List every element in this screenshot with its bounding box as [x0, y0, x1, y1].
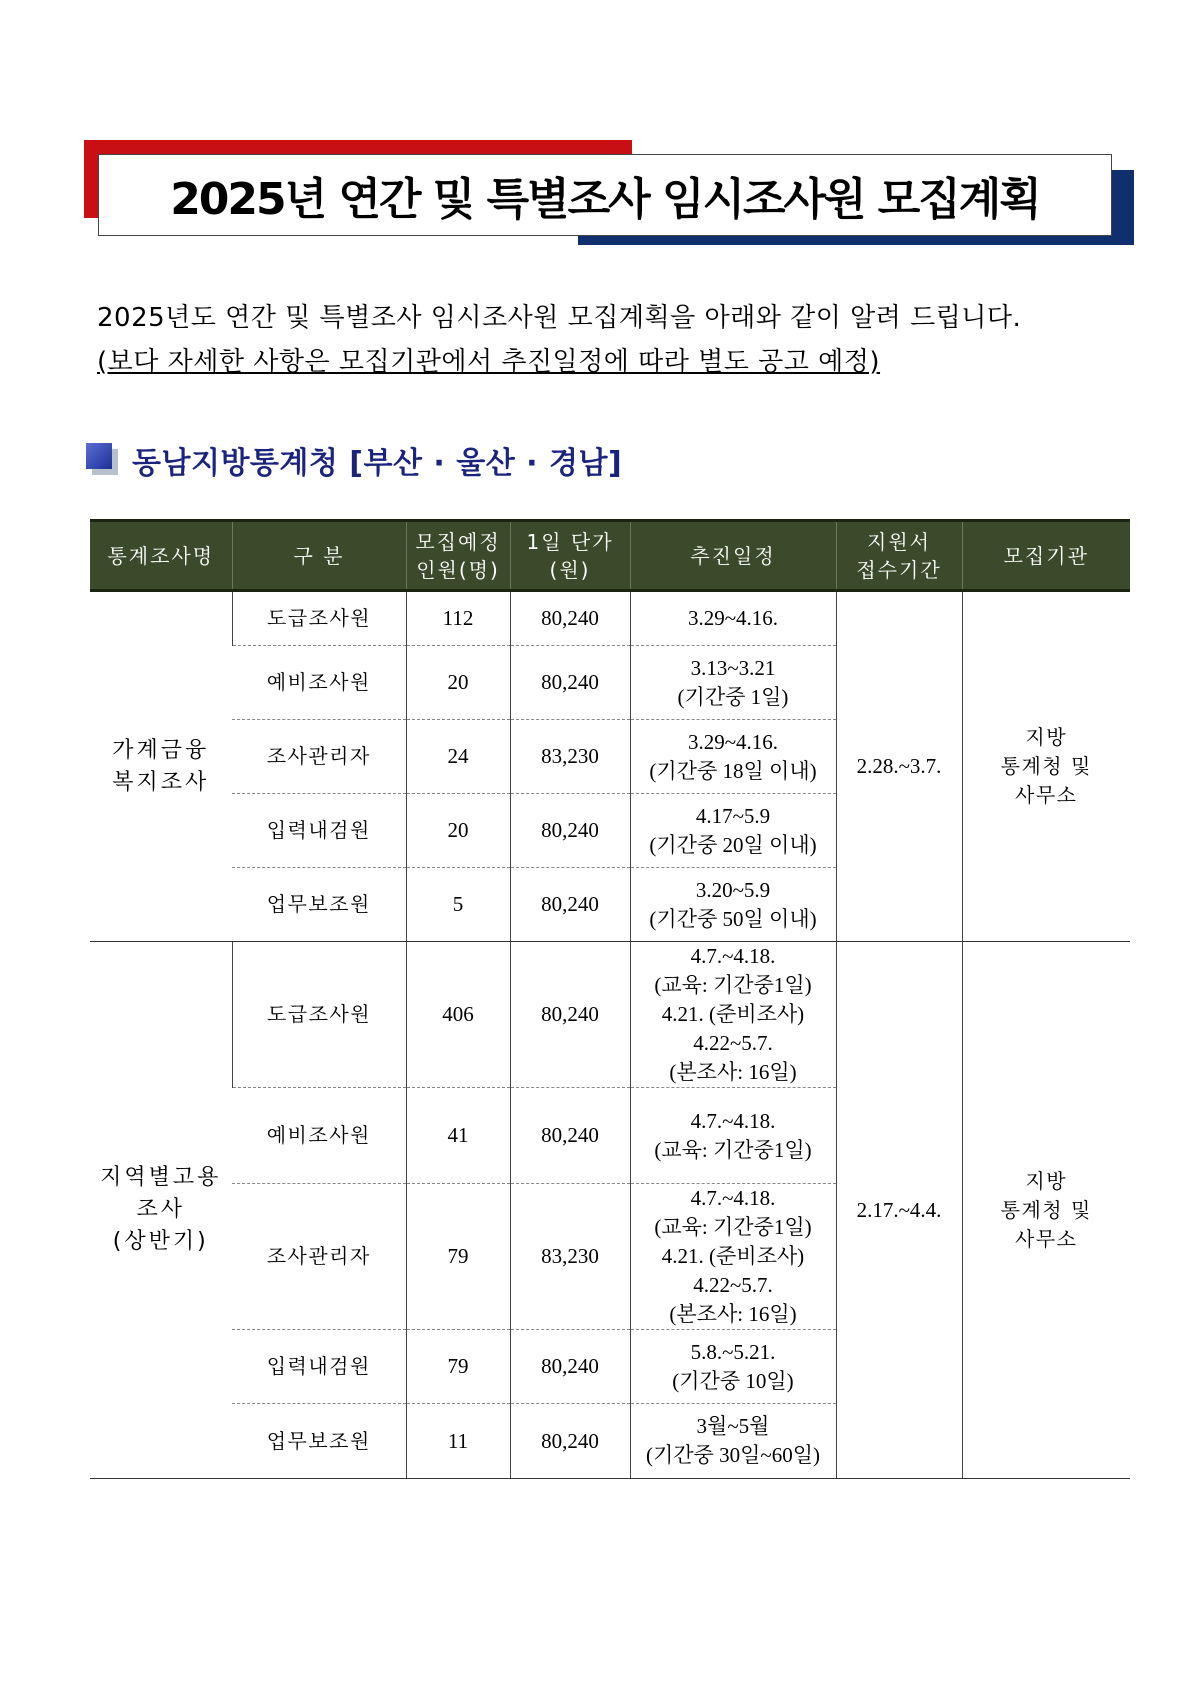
recruitment-table — [90, 519, 1130, 1479]
count-cell: 24 — [406, 720, 510, 794]
pay-cell: 80,240 — [510, 1330, 630, 1404]
role-cell: 예비조사원 — [232, 1088, 406, 1184]
application-period-cell: 2.28.~3.7. — [836, 591, 962, 942]
role-cell: 도급조사원 — [232, 591, 406, 646]
schedule-cell: 3.29~4.16. (기간중 18일 이내) — [630, 720, 836, 794]
role-cell: 업무보조원 — [232, 868, 406, 942]
count-cell: 5 — [406, 868, 510, 942]
table-row — [90, 591, 1130, 646]
schedule-cell: 3.13~3.21 (기간중 1일) — [630, 646, 836, 720]
pay-cell: 80,240 — [510, 591, 630, 646]
count-cell: 112 — [406, 591, 510, 646]
table-header-row — [90, 521, 1130, 591]
column-header: 추진일정 — [630, 521, 836, 591]
schedule-cell: 3월~5월 (기간중 30일~60일) — [630, 1404, 836, 1479]
pay-cell: 83,230 — [510, 720, 630, 794]
survey-name-cell: 지역별고용 조사 (상반기) — [90, 942, 232, 1479]
pay-cell: 80,240 — [510, 794, 630, 868]
count-cell: 11 — [406, 1404, 510, 1479]
role-cell: 입력내검원 — [232, 1330, 406, 1404]
pay-cell: 80,240 — [510, 1404, 630, 1479]
pay-cell: 80,240 — [510, 868, 630, 942]
schedule-cell: 5.8.~5.21. (기간중 10일) — [630, 1330, 836, 1404]
pay-cell: 83,230 — [510, 1184, 630, 1330]
application-period-cell: 2.17.~4.4. — [836, 942, 962, 1479]
schedule-cell: 4.7.~4.18. (교육: 기간중1일) 4.21. (준비조사) 4.22~5.7. (본조사: 16일) — [630, 942, 836, 1088]
intro-line-1: 2025년도 연간 및 특별조사 임시조사원 모집계획을 아래와 같이 알려 드립니다. — [97, 303, 1022, 333]
schedule-cell: 4.7.~4.18. (교육: 기간중1일) — [630, 1088, 836, 1184]
column-header: 구 분 — [232, 521, 406, 591]
schedule-cell: 3.29~4.16. — [630, 591, 836, 646]
role-cell: 조사관리자 — [232, 720, 406, 794]
title-banner — [84, 140, 1134, 245]
intro-text — [97, 296, 1097, 384]
count-cell: 406 — [406, 942, 510, 1088]
schedule-cell: 4.7.~4.18. (교육: 기간중1일) 4.21. (준비조사) 4.22~5.7. (본조사: 16일) — [630, 1184, 836, 1330]
role-cell: 입력내검원 — [232, 794, 406, 868]
square-bullet-icon — [86, 443, 120, 477]
pay-cell: 80,240 — [510, 646, 630, 720]
count-cell: 79 — [406, 1330, 510, 1404]
count-cell: 41 — [406, 1088, 510, 1184]
agency-cell: 지방 통계청 및 사무소 — [962, 591, 1130, 942]
count-cell: 20 — [406, 646, 510, 720]
count-cell: 79 — [406, 1184, 510, 1330]
section-title: 동남지방통계청 [부산 · 울산 · 경남] — [132, 446, 623, 481]
column-header: 통계조사명 — [90, 521, 232, 591]
schedule-cell: 4.17~5.9 (기간중 20일 이내) — [630, 794, 836, 868]
role-cell: 업무보조원 — [232, 1404, 406, 1479]
table-row — [90, 942, 1130, 1088]
count-cell: 20 — [406, 794, 510, 868]
role-cell: 예비조사원 — [232, 646, 406, 720]
pay-cell: 80,240 — [510, 942, 630, 1088]
pay-cell: 80,240 — [510, 1088, 630, 1184]
schedule-cell: 3.20~5.9 (기간중 50일 이내) — [630, 868, 836, 942]
agency-cell: 지방 통계청 및 사무소 — [962, 942, 1130, 1479]
section-heading — [86, 440, 622, 480]
role-cell: 조사관리자 — [232, 1184, 406, 1330]
intro-line-2: (보다 자세한 사항은 모집기관에서 추진일정에 따라 별도 공고 예정) — [97, 347, 881, 377]
column-header: 모집예정 인원(명) — [406, 521, 510, 591]
survey-name-cell: 가계금융 복지조사 — [90, 591, 232, 942]
role-cell: 도급조사원 — [232, 942, 406, 1088]
column-header: 지원서 접수기간 — [836, 521, 962, 591]
column-header: 모집기관 — [962, 521, 1130, 591]
page-title: 2025년 연간 및 특별조사 임시조사원 모집계획 — [98, 154, 1112, 236]
column-header: 1일 단가(원) — [510, 521, 630, 591]
